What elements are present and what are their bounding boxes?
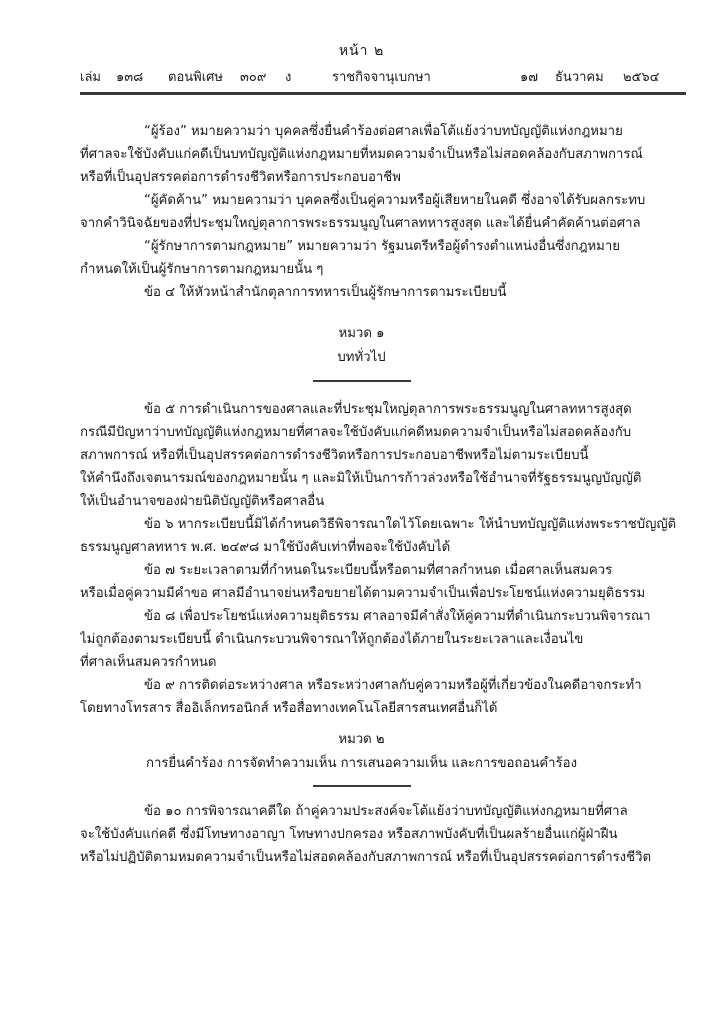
chapter-1-title: หมวด ๑ <box>338 326 385 341</box>
chapter-1-divider <box>313 380 411 382</box>
date-day: ๑๗ <box>520 70 539 85</box>
date-year: ๒๕๖๔ <box>623 70 660 85</box>
chapter-1-clauses <box>80 398 686 720</box>
chapter-2-clauses <box>80 800 686 869</box>
volume-label: เล่ม <box>80 70 101 85</box>
header-divider <box>80 92 686 95</box>
chapter-1-subtitle: บททั่วไป <box>337 350 386 365</box>
date-month: ธันวาคม <box>555 70 604 85</box>
clause-8: ข้อ ๘ เพื่อประโยชน์แห่งความยุติธรรม ศาลอาจมีคำสั่งให้คู่ความที่ดำเนินกระบวนพิจารณา ไม่ถูกต้องตามระเบียบนี้ ดำเนินกระบวนพิจารณาให้ถูกต้องได้ภายในระยะเวลาและเงื่อนไข ที่ศาลเห็นสมควรกำหนด <box>80 609 651 670</box>
chapter-2-subtitle: การยื่นคำร้อง การจัดทำความเห็น การเสนอความเห็น และการขอถอนคำร้อง <box>145 756 578 771</box>
chapter-2-title: หมวด ๒ <box>338 732 385 747</box>
clause-6: ข้อ ๖ หากระเบียบนี้มิได้กำหนดวิธีพิจารณาใดไว้โดยเฉพาะ ให้นำบทบัญญัติแห่งพระราชบัญญัติ ธรรมนูญศาลทหาร พ.ศ. ๒๔๙๘ มาใช้บังคับเท่าที่พอจะใช้บังคับได้ <box>80 517 677 555</box>
page-number: หน้า ๒ <box>338 43 385 59</box>
definition-petitioner: “ผู้ร้อง” หมายความว่า บุคคลซึ่งยื่นคำร้องต่อศาลเพื่อโต้แย้งว่าบทบัญญัติแห่งกฎหมาย ที่ศาลจะใช้บังคับแก่คดีเป็นบทบัญญัติแห่งกฎหมายที่หมดความจำเป็นหรือไม่สอดคล้องกับสภาพการณ์ หรือที่เป็นอุปสรรคต่อการดำรงชีวิตหรือการประกอบอาชีพ <box>80 124 643 185</box>
volume-number: ๑๓๘ <box>116 70 144 85</box>
issue-number: ๓๐๙ <box>240 70 267 85</box>
gazette-header <box>80 66 686 88</box>
issue-letter: ง <box>285 70 292 85</box>
issue-label: ตอนพิเศษ <box>168 70 223 85</box>
clause-10: ข้อ ๑๐ การพิจารณาคดีใด ถ้าคู่ความประสงค์จะโต้แย้งว่าบทบัญญัติแห่งกฎหมายที่ศาล จะใช้บังคับแก่คดี ซึ่งมีโทษทางอาญา โทษทางปกครอง หรือสภาพบังคับที่เป็นผลร้ายอื่นแก่ผู้ฝ่าฝืน หรือไม่ปฏิบัติตามหมดความจำเป็นหรือไม่สอดคล้องกับสภาพการณ์ หรือที่เป็นอุปสรรคต่อการดำรงชีวิต <box>80 804 652 865</box>
clause-7: ข้อ ๗ ระยะเวลาตามที่กำหนดในระเบียบนี้หรือตามที่ศาลกำหนด เมื่อศาลเห็นสมควร หรือเมื่อคู่ความมีคำขอ ศาลมีอำนาจย่นหรือขยายได้ตามความจำเป็นเพื่อประโยชน์แห่งความยุติธรรม <box>80 563 646 601</box>
definition-objector: “ผู้คัดค้าน” หมายความว่า บุคคลซึ่งเป็นคู่ความหรือผู้เสียหายในคดี ซึ่งอาจได้รับผลกระทบ จากคำวินิจฉัยของที่ประชุมใหญ่ตุลาการพระธรรมนูญในศาลทหารสูงสุด และได้ยื่นคำคัดค้านต่อศาล <box>80 193 646 231</box>
definitions-block <box>80 120 686 304</box>
gazette-name: ราชกิจจานุเบกษา <box>332 70 431 85</box>
chapter-2-divider <box>313 785 411 787</box>
clause-4: ข้อ ๔ ให้หัวหน้าสำนักตุลาการทหารเป็นผู้รักษาการตามระเบียบนี้ <box>144 285 507 300</box>
definition-law-keeper: “ผู้รักษาการตามกฎหมาย” หมายความว่า รัฐมนตรีหรือผู้ดำรงตำแหน่งอื่นซึ่งกฎหมาย กำหนดให้เป็นผู้รักษาการตามกฎหมายนั้น ๆ <box>80 239 621 277</box>
clause-5: ข้อ ๕ การดำเนินการของศาลและที่ประชุมใหญ่ตุลาการพระธรรมนูญในศาลทหารสูงสุด กรณีมีปัญหาว่าบทบัญญัติแห่งกฎหมายที่ศาลจะใช้บังคับแก่คดีหมดความจำเป็นหรือไม่สอดคล้องกับ สภาพการณ์ หรือที่เป็นอุปสรรคต่อการดำรงชีวิตหรือการประกอบอาชีพหรือไม่ตามระเบียบนี้ ให้คำนึงถึงเจตนารมณ์ของกฎหมายนั้น ๆ และมิให้เป็นการก้าวล่วงหรือใช้อำนาจที่รัฐธรรมนูญบัญญัติ ให้เป็นอำนาจของฝ่ายนิติบัญญัติหรือศาลอื่น <box>80 402 642 509</box>
clause-9: ข้อ ๙ การติดต่อระหว่างศาล หรือระหว่างศาลกับคู่ความหรือผู้ที่เกี่ยวข้องในคดีอาจกระทำ โดยทางโทรสาร สื่ออิเล็กทรอนิกส์ หรือสื่อทางเทคโนโลยีสารสนเทศอื่นก็ได้ <box>80 678 642 716</box>
